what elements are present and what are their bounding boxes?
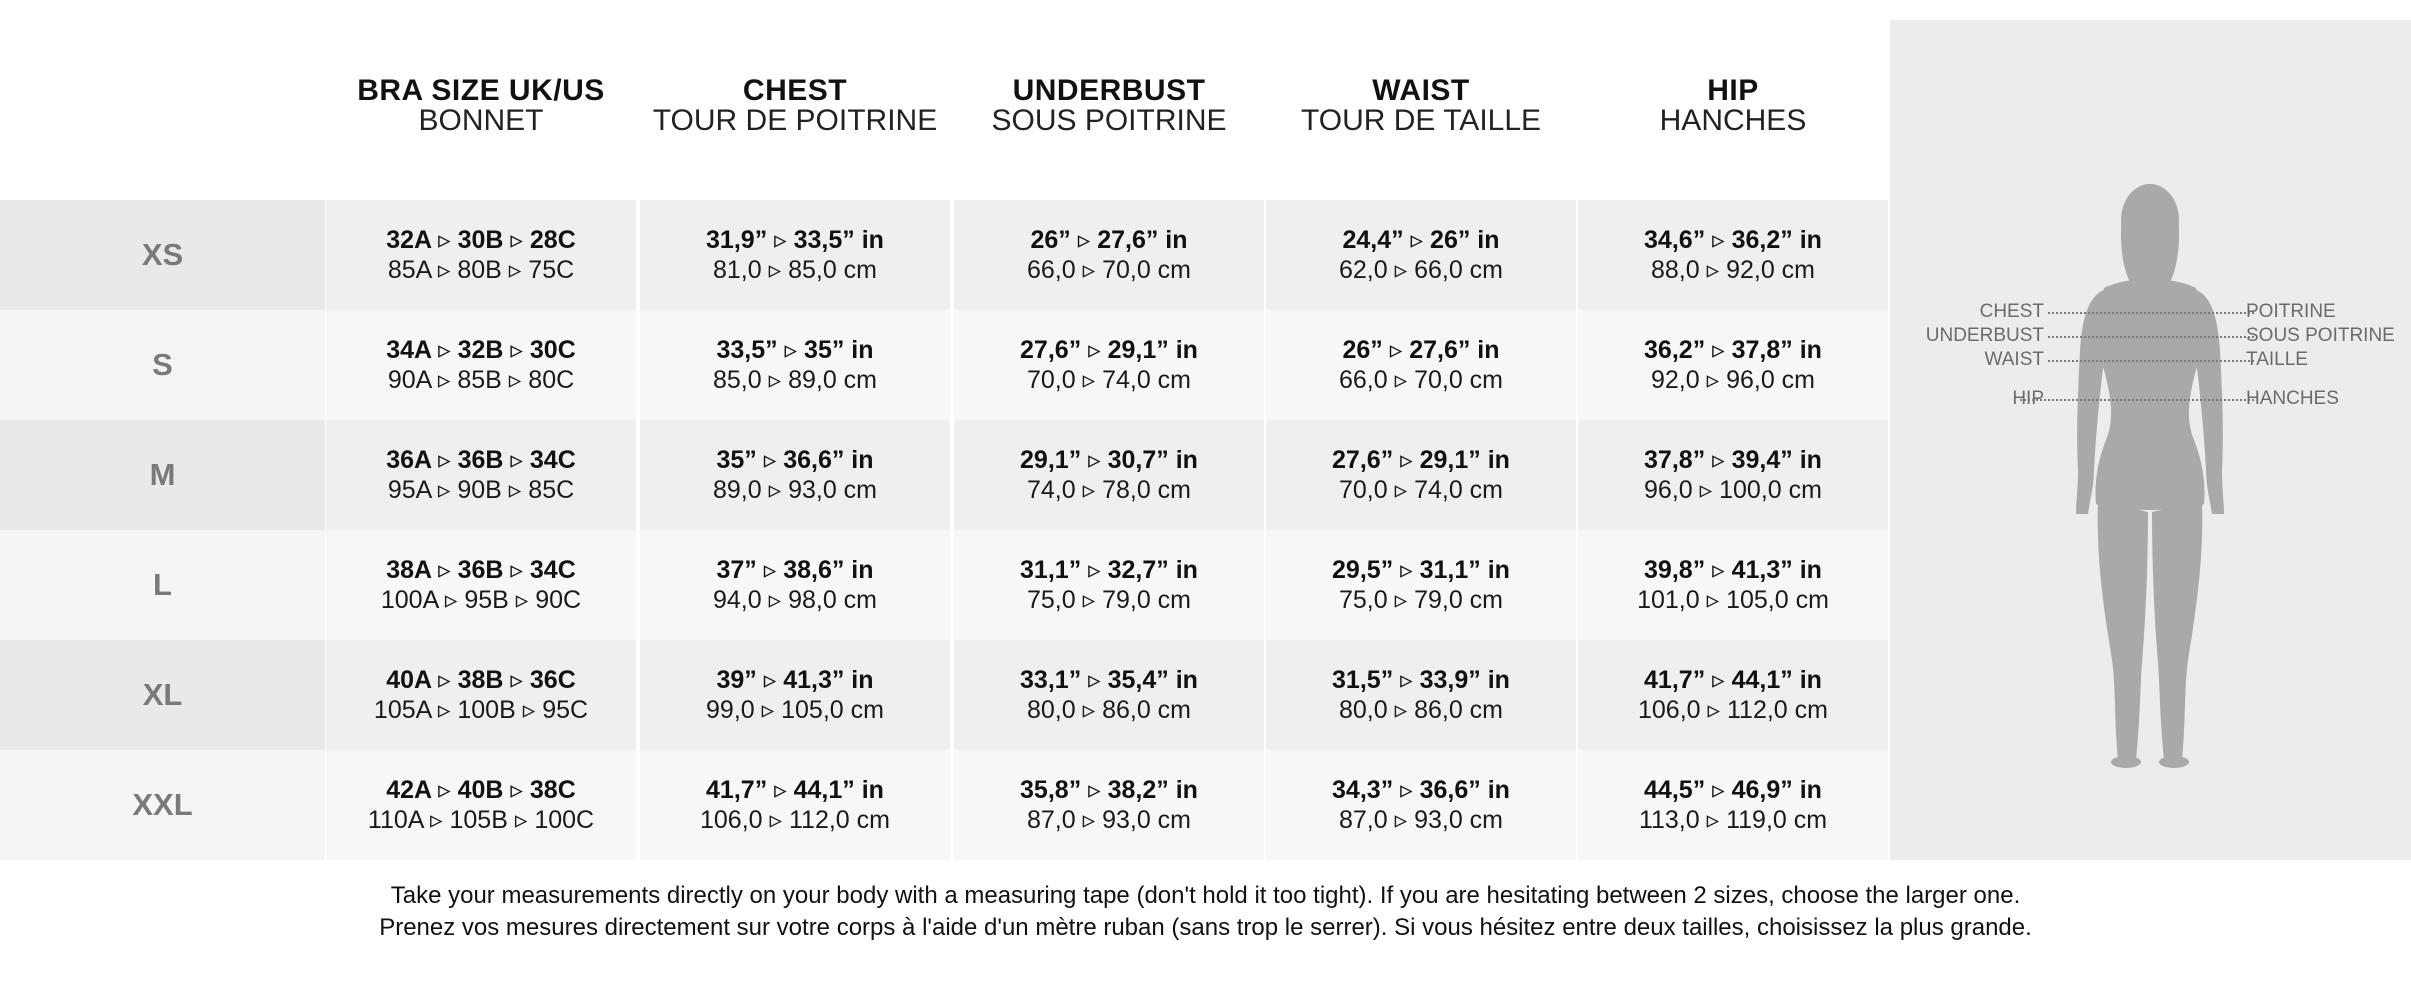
underbust-cell: 33,1” ▹ 35,4” in 80,0 ▹ 86,0 cm — [954, 640, 1264, 750]
underbust-cell: 35,8” ▹ 38,2” in 87,0 ▹ 93,0 cm — [954, 750, 1264, 860]
bra-size-cell: 40A ▹ 38B ▹ 36C 105A ▹ 100B ▹ 95C — [326, 640, 636, 750]
chest-leader-line — [2048, 312, 2254, 314]
figure-label-underbust: UNDERBUST — [1925, 325, 2044, 346]
header-hip: HIP HANCHES — [1659, 74, 1807, 137]
bra-size-cell: 32A ▹ 30B ▹ 28C 85A ▹ 80B ▹ 75C — [326, 200, 636, 310]
size-label: L — [0, 530, 325, 640]
underbust-cell: 26” ▹ 27,6” in 66,0 ▹ 70,0 cm — [954, 200, 1264, 310]
figure-label-waist: WAIST — [1984, 349, 2044, 370]
waist-leader-line — [2048, 360, 2254, 362]
header-waist: WAIST TOUR DE TAILLE — [1300, 74, 1542, 137]
hip-cell: 36,2” ▹ 37,8” in 92,0 ▹ 96,0 cm — [1578, 310, 1888, 420]
chest-cell: 35” ▹ 36,6” in 89,0 ▹ 93,0 cm — [640, 420, 950, 530]
body-silhouette-icon — [1890, 20, 2411, 860]
hip-cell: 39,8” ▹ 41,3” in 101,0 ▹ 105,0 cm — [1578, 530, 1888, 640]
header-chest: CHEST TOUR DE POITRINE — [652, 74, 938, 137]
bra-size-cell: 34A ▹ 32B ▹ 30C 90A ▹ 85B ▹ 80C — [326, 310, 636, 420]
size-row-l — [0, 530, 1890, 640]
footer-notes — [0, 880, 2411, 944]
size-label: S — [0, 310, 325, 420]
chest-cell: 31,9” ▹ 33,5” in 81,0 ▹ 85,0 cm — [640, 200, 950, 310]
header-underbust: UNDERBUST SOUS POITRINE — [991, 74, 1227, 137]
underbust-cell: 27,6” ▹ 29,1” in 70,0 ▹ 74,0 cm — [954, 310, 1264, 420]
hip-cell: 41,7” ▹ 44,1” in 106,0 ▹ 112,0 cm — [1578, 640, 1888, 750]
chest-cell: 41,7” ▹ 44,1” in 106,0 ▹ 112,0 cm — [640, 750, 950, 860]
bra-size-cell: 42A ▹ 40B ▹ 38C 110A ▹ 105B ▹ 100C — [326, 750, 636, 860]
footer-note-en: Take your measurements directly on your body with a measuring tape (don't hold it too tight). If you are hesitating between 2 sizes, choose the larger one. — [390, 882, 2021, 909]
underbust-cell: 31,1” ▹ 32,7” in 75,0 ▹ 79,0 cm — [954, 530, 1264, 640]
size-row-xxl — [0, 750, 1890, 860]
hip-cell: 37,8” ▹ 39,4” in 96,0 ▹ 100,0 cm — [1578, 420, 1888, 530]
waist-cell: 34,3” ▹ 36,6” in 87,0 ▹ 93,0 cm — [1266, 750, 1576, 860]
waist-cell: 31,5” ▹ 33,9” in 80,0 ▹ 86,0 cm — [1266, 640, 1576, 750]
measurement-figure-panel — [1890, 20, 2411, 860]
waist-cell: 24,4” ▹ 26” in 62,0 ▹ 66,0 cm — [1266, 200, 1576, 310]
chest-cell: 39” ▹ 41,3” in 99,0 ▹ 105,0 cm — [640, 640, 950, 750]
size-label: XS — [0, 200, 325, 310]
bra-size-cell: 36A ▹ 36B ▹ 34C 95A ▹ 90B ▹ 85C — [326, 420, 636, 530]
hip-cell: 44,5” ▹ 46,9” in 113,0 ▹ 119,0 cm — [1578, 750, 1888, 860]
bra-size-cell: 38A ▹ 36B ▹ 34C 100A ▹ 95B ▹ 90C — [326, 530, 636, 640]
size-label: XXL — [0, 750, 325, 860]
figure-label-taille: TAILLE — [2246, 349, 2308, 370]
figure-label-poitrine: POITRINE — [2246, 301, 2336, 322]
size-label: M — [0, 420, 325, 530]
figure-label-hanches: HANCHES — [2246, 388, 2339, 409]
waist-cell: 29,5” ▹ 31,1” in 75,0 ▹ 79,0 cm — [1266, 530, 1576, 640]
size-row-m — [0, 420, 1890, 530]
size-row-xs — [0, 200, 1890, 310]
header-bra-size: BRA SIZE UK/US BONNET — [357, 74, 605, 137]
size-row-xl — [0, 640, 1890, 750]
waist-cell: 26” ▹ 27,6” in 66,0 ▹ 70,0 cm — [1266, 310, 1576, 420]
underbust-cell: 29,1” ▹ 30,7” in 74,0 ▹ 78,0 cm — [954, 420, 1264, 530]
size-row-s — [0, 310, 1890, 420]
header-row — [0, 0, 1890, 200]
chest-cell: 33,5” ▹ 35” in 85,0 ▹ 89,0 cm — [640, 310, 950, 420]
hip-cell: 34,6” ▹ 36,2” in 88,0 ▹ 92,0 cm — [1578, 200, 1888, 310]
waist-cell: 27,6” ▹ 29,1” in 70,0 ▹ 74,0 cm — [1266, 420, 1576, 530]
hip-leader-line — [2020, 399, 2254, 401]
footer-note-fr: Prenez vos mesures directement sur votre corps à l'aide d'un mètre ruban (sans trop le serrer). Si vous hésitez entre deux tailles, choisissez la plus grande. — [379, 914, 2032, 941]
chest-cell: 37” ▹ 38,6” in 94,0 ▹ 98,0 cm — [640, 530, 950, 640]
underbust-leader-line — [2048, 336, 2254, 338]
figure-label-hip: HIP — [2012, 388, 2044, 409]
figure-label-chest: CHEST — [1979, 301, 2044, 322]
figure-label-sous-poitrine: SOUS POITRINE — [2246, 325, 2395, 346]
size-label: XL — [0, 640, 325, 750]
